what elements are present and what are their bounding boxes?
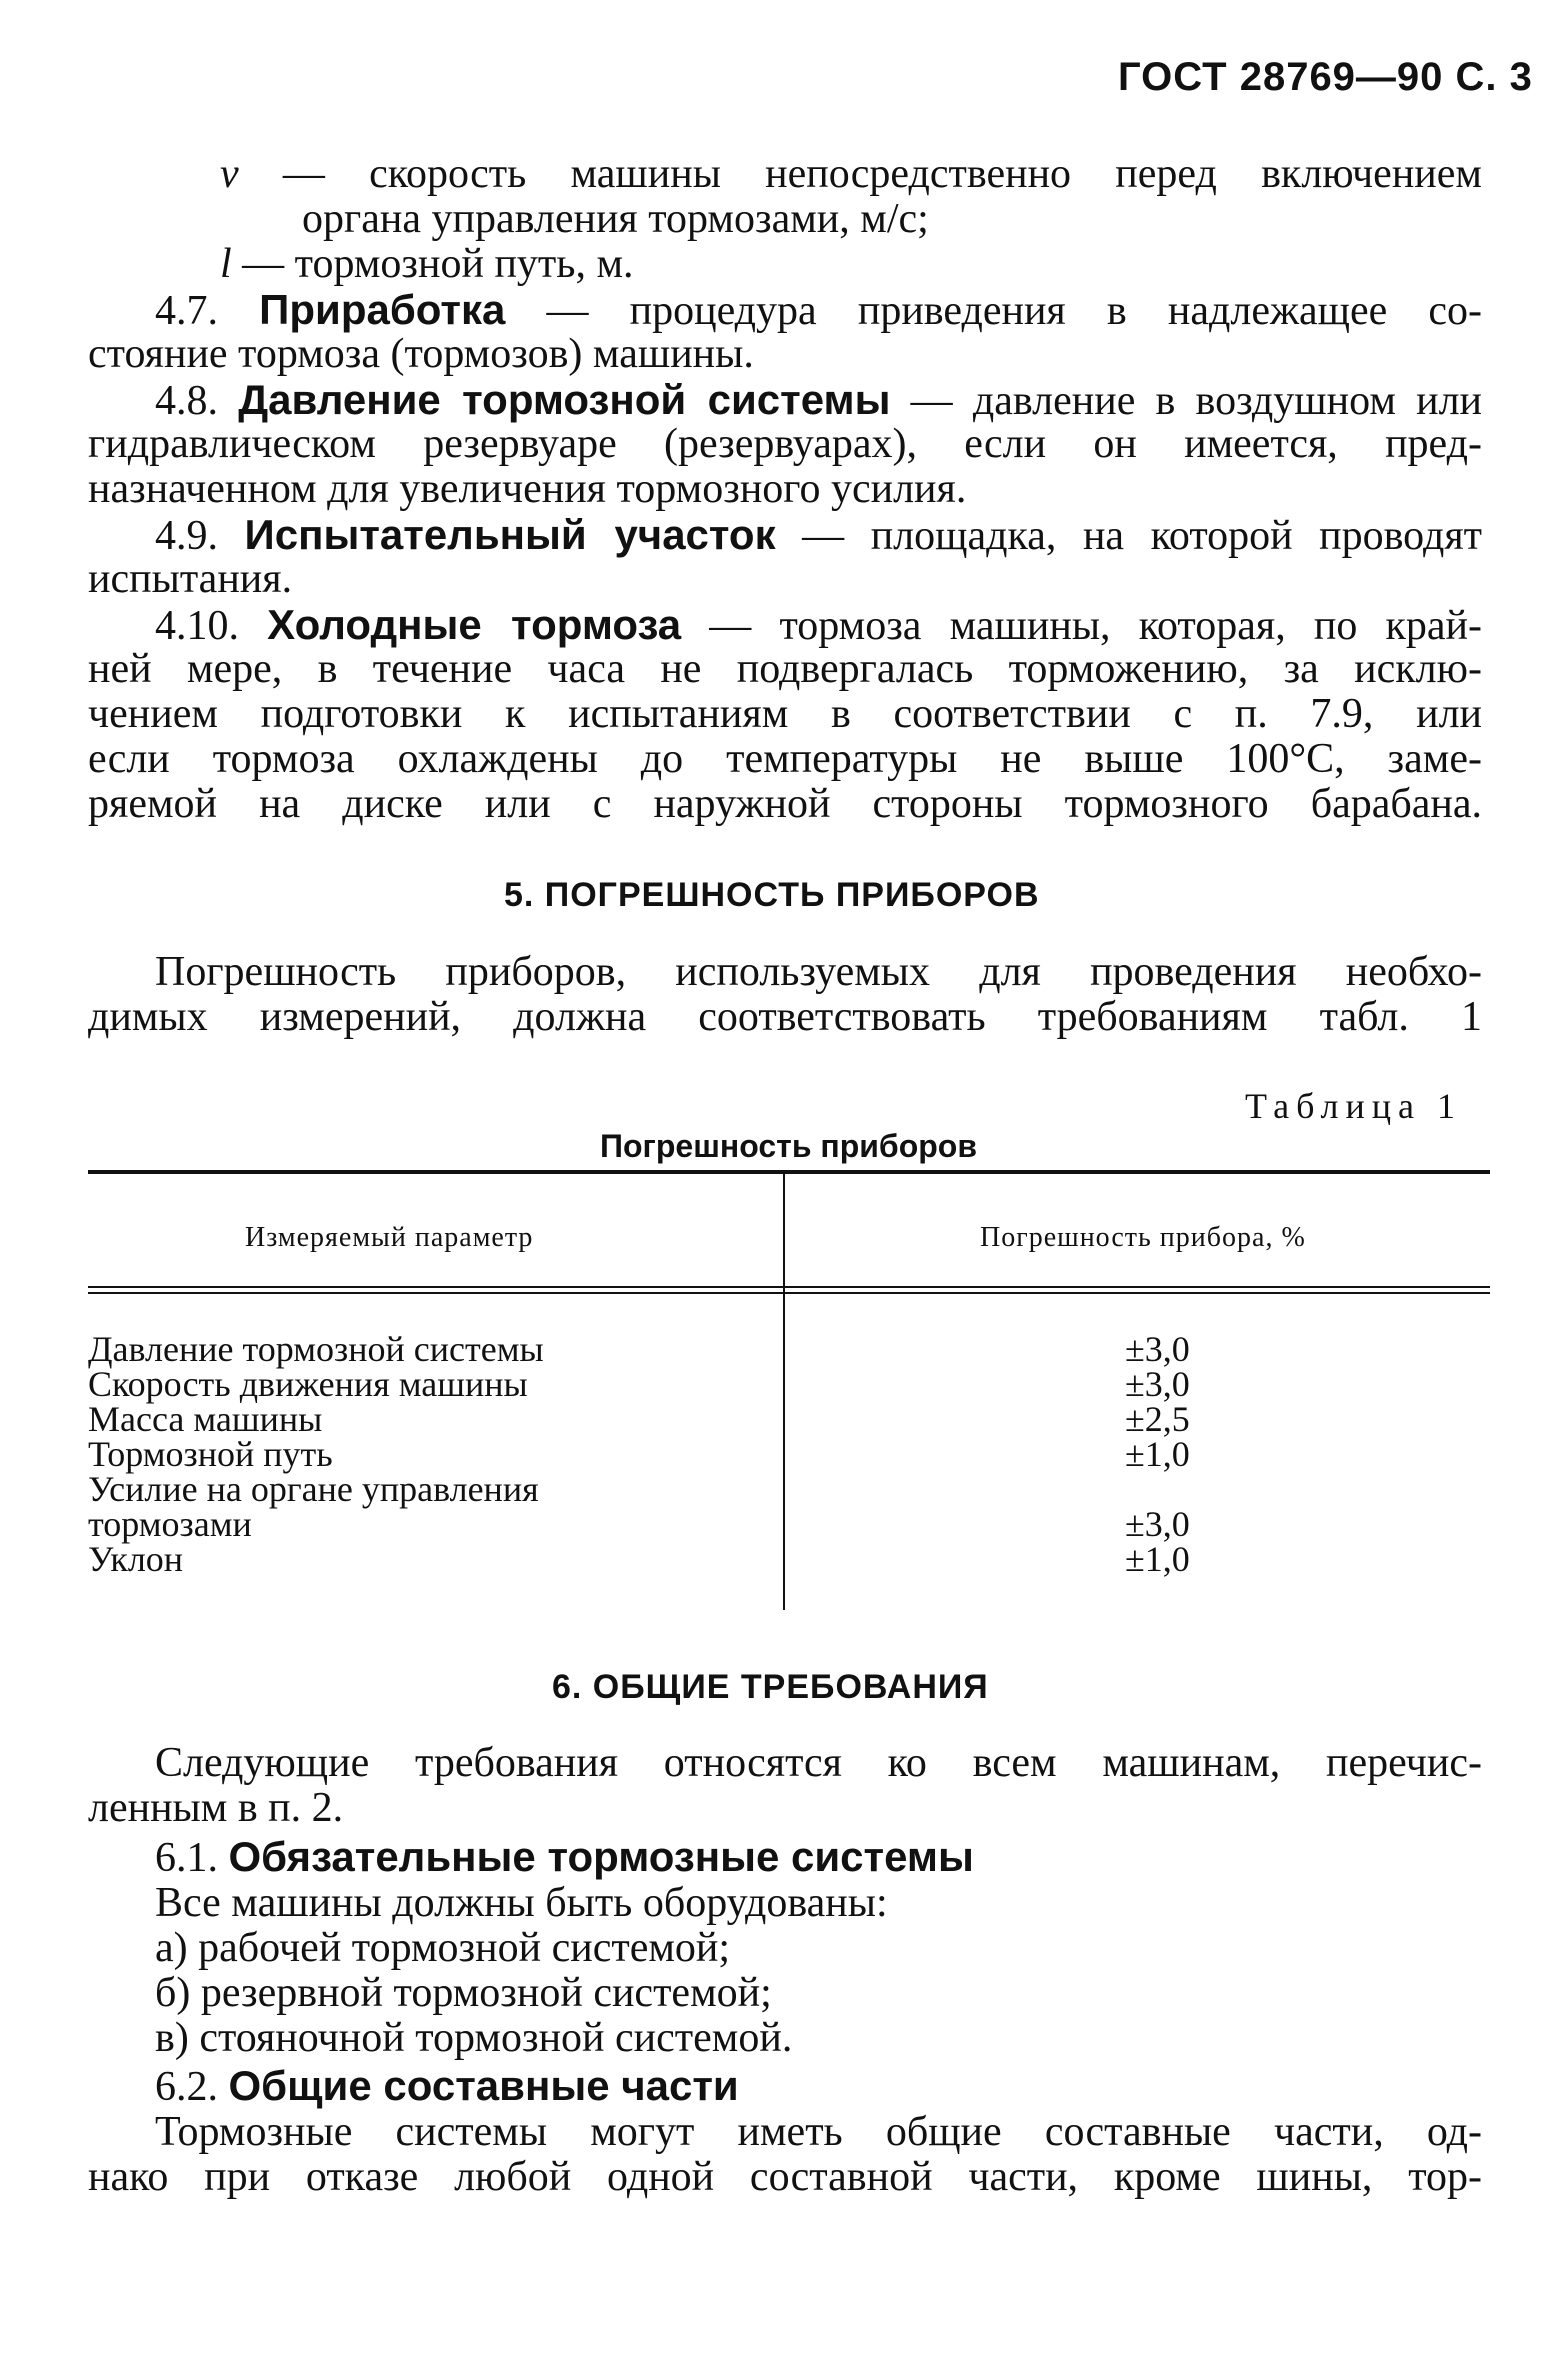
term-4-8-line3: назначенном для увеличения тормозного усилия. <box>88 466 967 512</box>
definition-v: v — скорость машины непосредственно перед включением <box>220 151 1482 197</box>
term-4-8-line2: гидравлическом резервуаре (резервуарах), если он имеется, пред- <box>88 421 1482 467</box>
table-title: Погрешность приборов <box>600 1128 977 1164</box>
table-row: тормозами <box>88 1504 252 1544</box>
table-cell-value: ±1,0 <box>1125 1539 1190 1579</box>
table-cell-value: ±3,0 <box>1125 1504 1190 1544</box>
term-4-7-cont: стояние тормоза (тормозов) машины. <box>88 331 754 377</box>
term-4-7: 4.7. Приработка — процедура приведения в надлежащее со- <box>155 286 1483 334</box>
table-row: Давление тормозной системы <box>88 1329 544 1369</box>
term-4-10: 4.10. Холодные тормоза — тормоза машины, которая, по край- <box>155 601 1483 649</box>
term-4-10-line2: ней мере, в течение часа не подвергалась торможению, за исклю- <box>88 646 1482 692</box>
table-row: Масса машины <box>88 1399 323 1439</box>
table-row: Тормозной путь <box>88 1434 333 1474</box>
section-5-title: 5. ПОГРЕШНОСТЬ ПРИБОРОВ <box>504 876 1040 914</box>
term-4-9-cont: испытания. <box>88 556 293 602</box>
term-4-10-line3: чением подготовки к испытаниям в соответствии с п. 7.9, или <box>88 691 1482 737</box>
table-header-rule-1 <box>88 1286 1490 1288</box>
table-cell-value: ±1,0 <box>1125 1434 1190 1474</box>
table-top-rule <box>88 1170 1490 1174</box>
table-column-divider <box>783 1174 785 1610</box>
table-cell-value: ±2,5 <box>1125 1399 1190 1439</box>
term-4-10-line5: ряемой на диске или с наружной стороны тормозного барабана. <box>88 781 1482 827</box>
table-row: Уклон <box>88 1539 184 1579</box>
page-header: ГОСТ 28769—90 С. 3 <box>1118 55 1533 99</box>
list-item: а) рабочей тормозной системой; <box>155 1925 731 1971</box>
definition-v-cont: органа управления тормозами, м/с; <box>302 196 929 242</box>
table-row: Усилие на органе управления <box>88 1469 539 1509</box>
section-5-para-line2: димых измерений, должна соответствовать требованиям табл. 1 <box>88 994 1482 1040</box>
definition-l: l — тормозной путь, м. <box>220 241 634 287</box>
list-item: б) резервной тормозной системой; <box>155 1970 772 2016</box>
subsection-6-2-line2: нако при отказе любой одной составной части, кроме шины, тор- <box>88 2154 1482 2200</box>
term-4-9: 4.9. Испытательный участок — площадка, на которой проводят <box>155 511 1483 559</box>
table-cell-value: ±3,0 <box>1125 1364 1190 1404</box>
subsection-6-2-title: 6.2. Общие составные части <box>155 2062 739 2110</box>
subsection-6-1-text: Все машины должны быть оборудованы: <box>155 1880 888 1926</box>
table-header-error: Погрешность прибора, % <box>980 1222 1306 1253</box>
section-6-intro-line1: Следующие требования относятся ко всем машинам, перечис- <box>155 1740 1482 1786</box>
table-label: Таблица 1 <box>1245 1086 1462 1126</box>
section-6-title: 6. ОБЩИЕ ТРЕБОВАНИЯ <box>552 1668 989 1706</box>
term-4-8: 4.8. Давление тормозной системы — давление в воздушном или <box>155 376 1483 424</box>
section-5-para-line1: Погрешность приборов, используемых для проведения необхо- <box>155 949 1482 995</box>
section-6-intro-line2: ленным в п. 2. <box>88 1785 344 1831</box>
subsection-6-1-title: 6.1. Обязательные тормозные системы <box>155 1833 974 1881</box>
table-header-param: Измеряемый параметр <box>245 1222 534 1253</box>
table-header-rule-2 <box>88 1292 1490 1294</box>
table-row: Скорость движения машины <box>88 1364 528 1404</box>
subsection-6-2-line1: Тормозные системы могут иметь общие составные части, од- <box>155 2109 1482 2155</box>
list-item: в) стояночной тормозной системой. <box>155 2015 793 2061</box>
term-4-10-line4: если тормоза охлаждены до температуры не выше 100°С, заме- <box>88 736 1482 782</box>
table-cell-value: ±3,0 <box>1125 1329 1190 1369</box>
